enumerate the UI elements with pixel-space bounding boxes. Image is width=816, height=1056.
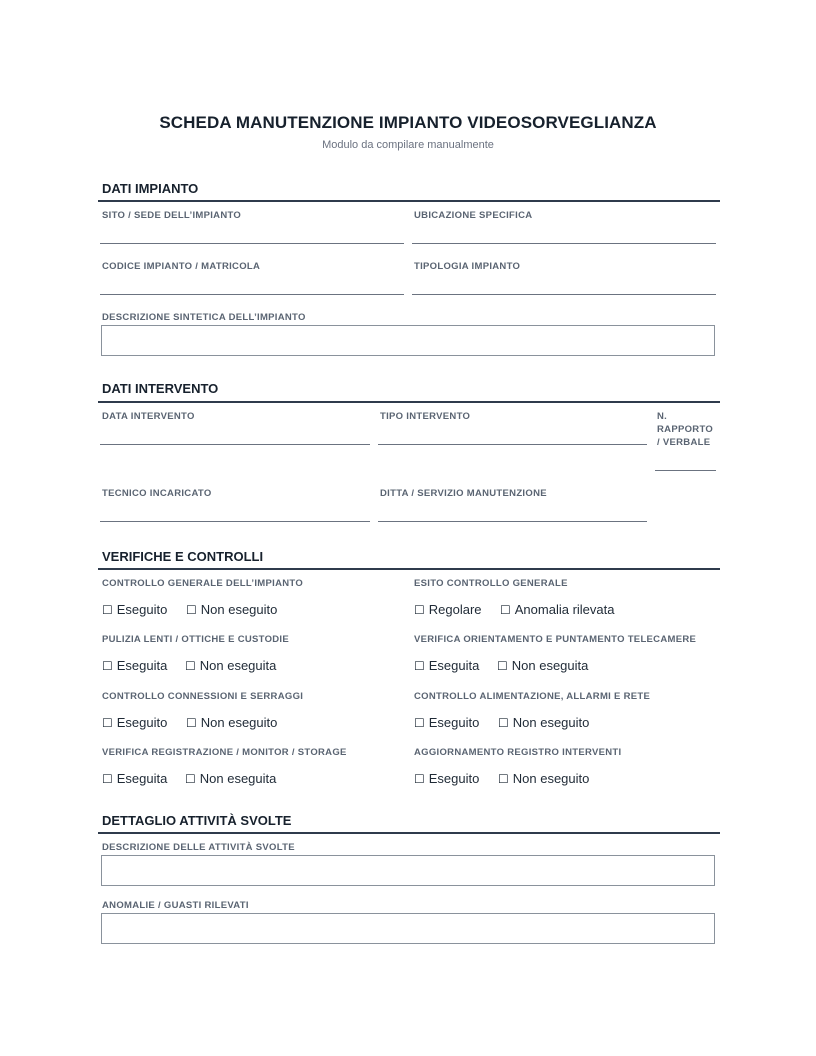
- checkbox-option[interactable]: [185, 771, 276, 787]
- tipologia-label: TIPOLOGIA IMPIANTO: [414, 261, 521, 272]
- checkbox-option[interactable]: [186, 715, 277, 731]
- ditta-field[interactable]: [378, 521, 647, 522]
- tipologia-field[interactable]: [412, 294, 716, 295]
- tipo-intervento-field[interactable]: [378, 444, 647, 445]
- rapporto-label-line1: N.: [657, 411, 668, 422]
- tecnico-field[interactable]: [100, 521, 370, 522]
- checkbox-icon: ☐: [102, 716, 113, 730]
- checkbox-option[interactable]: [498, 715, 589, 731]
- rapporto-label-line2: RAPPORTO: [657, 424, 714, 435]
- ubicazione-field[interactable]: [412, 243, 716, 244]
- section-title-dati-intervento: DATI INTERVENTO: [102, 381, 219, 396]
- checkbox-icon: ☐: [497, 659, 508, 673]
- check-label: VERIFICA REGISTRAZIONE / MONITOR / STORAGE: [102, 747, 347, 758]
- ubicazione-label: UBICAZIONE SPECIFICA: [414, 210, 533, 221]
- check-label: CONTROLLO CONNESSIONI E SERRAGGI: [102, 691, 304, 702]
- page-title: SCHEDA MANUTENZIONE IMPIANTO VIDEOSORVEGLIANZA: [159, 113, 657, 132]
- option-label: Eseguita: [116, 658, 168, 673]
- tecnico-label: TECNICO INCARICATO: [102, 488, 212, 499]
- option-label: Non eseguita: [199, 771, 277, 786]
- checkbox-option[interactable]: [414, 658, 479, 674]
- codice-field[interactable]: [100, 294, 404, 295]
- checkbox-icon: ☐: [102, 659, 113, 673]
- checkbox-option[interactable]: [102, 771, 167, 787]
- checkbox-icon: ☐: [498, 716, 509, 730]
- data-intervento-field[interactable]: [100, 444, 370, 445]
- checkbox-option[interactable]: [500, 602, 614, 618]
- option-label: Regolare: [428, 602, 482, 617]
- checkbox-option[interactable]: [102, 602, 167, 618]
- checkbox-option[interactable]: [102, 658, 167, 674]
- checkbox-option[interactable]: [102, 715, 167, 731]
- checkbox-option[interactable]: [414, 602, 482, 618]
- option-label: Eseguita: [116, 771, 168, 786]
- option-label: Non eseguito: [200, 715, 278, 730]
- option-label: Non eseguito: [200, 602, 278, 617]
- descrizione-attivita-label: DESCRIZIONE DELLE ATTIVITÀ SVOLTE: [102, 842, 295, 853]
- checkbox-option[interactable]: [186, 602, 277, 618]
- option-label: Anomalia rilevata: [514, 602, 615, 617]
- check-label: ESITO CONTROLLO GENERALE: [414, 578, 568, 589]
- checkbox-icon: ☐: [102, 603, 113, 617]
- checkbox-option[interactable]: [497, 658, 588, 674]
- checkbox-icon: ☐: [185, 659, 196, 673]
- checkbox-icon: ☐: [414, 772, 425, 786]
- data-intervento-label: DATA INTERVENTO: [102, 411, 195, 422]
- option-label: Non eseguita: [511, 658, 589, 673]
- option-label: Non eseguito: [512, 715, 590, 730]
- option-label: Eseguita: [428, 658, 480, 673]
- rapporto-label-line3: / VERBALE: [657, 437, 711, 448]
- rapporto-field[interactable]: [655, 470, 716, 471]
- descrizione-attivita-field[interactable]: [101, 855, 715, 886]
- descrizione-impianto-field[interactable]: [101, 325, 715, 356]
- option-label: Non eseguita: [199, 658, 277, 673]
- anomalie-field[interactable]: [101, 913, 715, 944]
- descrizione-impianto-label: DESCRIZIONE SINTETICA DELL’IMPIANTO: [102, 312, 306, 323]
- checkbox-icon: ☐: [185, 772, 196, 786]
- checkbox-option[interactable]: [414, 715, 479, 731]
- checkbox-icon: ☐: [186, 716, 197, 730]
- sito-field[interactable]: [100, 243, 404, 244]
- checkbox-icon: ☐: [414, 603, 425, 617]
- page-subtitle: Modulo da compilare manualmente: [322, 139, 494, 151]
- anomalie-label: ANOMALIE / GUASTI RILEVATI: [102, 900, 249, 911]
- check-label: VERIFICA ORIENTAMENTO E PUNTAMENTO TELECAMERE: [414, 634, 697, 645]
- checkbox-option[interactable]: [498, 771, 589, 787]
- section-title-dettaglio: DETTAGLIO ATTIVITÀ SVOLTE: [102, 813, 292, 828]
- checkbox-icon: ☐: [186, 603, 197, 617]
- check-label: CONTROLLO GENERALE DELL’IMPIANTO: [102, 578, 304, 589]
- section-divider: [98, 200, 720, 202]
- ditta-label: DITTA / SERVIZIO MANUTENZIONE: [380, 488, 547, 499]
- checkbox-icon: ☐: [414, 659, 425, 673]
- option-label: Eseguito: [116, 715, 168, 730]
- tipo-intervento-label: TIPO INTERVENTO: [380, 411, 471, 422]
- section-divider: [98, 401, 720, 403]
- section-title-dati-impianto: DATI IMPIANTO: [102, 181, 199, 196]
- checkbox-icon: ☐: [500, 603, 511, 617]
- checkbox-icon: ☐: [414, 716, 425, 730]
- option-label: Eseguito: [428, 771, 480, 786]
- codice-label: CODICE IMPIANTO / MATRICOLA: [102, 261, 261, 272]
- checkbox-icon: ☐: [102, 772, 113, 786]
- option-label: Eseguito: [428, 715, 480, 730]
- check-label: PULIZIA LENTI / OTTICHE E CUSTODIE: [102, 634, 290, 645]
- sito-label: SITO / SEDE DELL’IMPIANTO: [102, 210, 242, 221]
- check-label: CONTROLLO ALIMENTAZIONE, ALLARMI E RETE: [414, 691, 651, 702]
- section-divider: [98, 568, 720, 570]
- option-label: Eseguito: [116, 602, 168, 617]
- section-title-verifiche: VERIFICHE E CONTROLLI: [102, 549, 264, 564]
- check-label: AGGIORNAMENTO REGISTRO INTERVENTI: [414, 747, 622, 758]
- checkbox-option[interactable]: [185, 658, 276, 674]
- option-label: Non eseguito: [512, 771, 590, 786]
- section-divider: [98, 832, 720, 834]
- checkbox-option[interactable]: [414, 771, 479, 787]
- checkbox-icon: ☐: [498, 772, 509, 786]
